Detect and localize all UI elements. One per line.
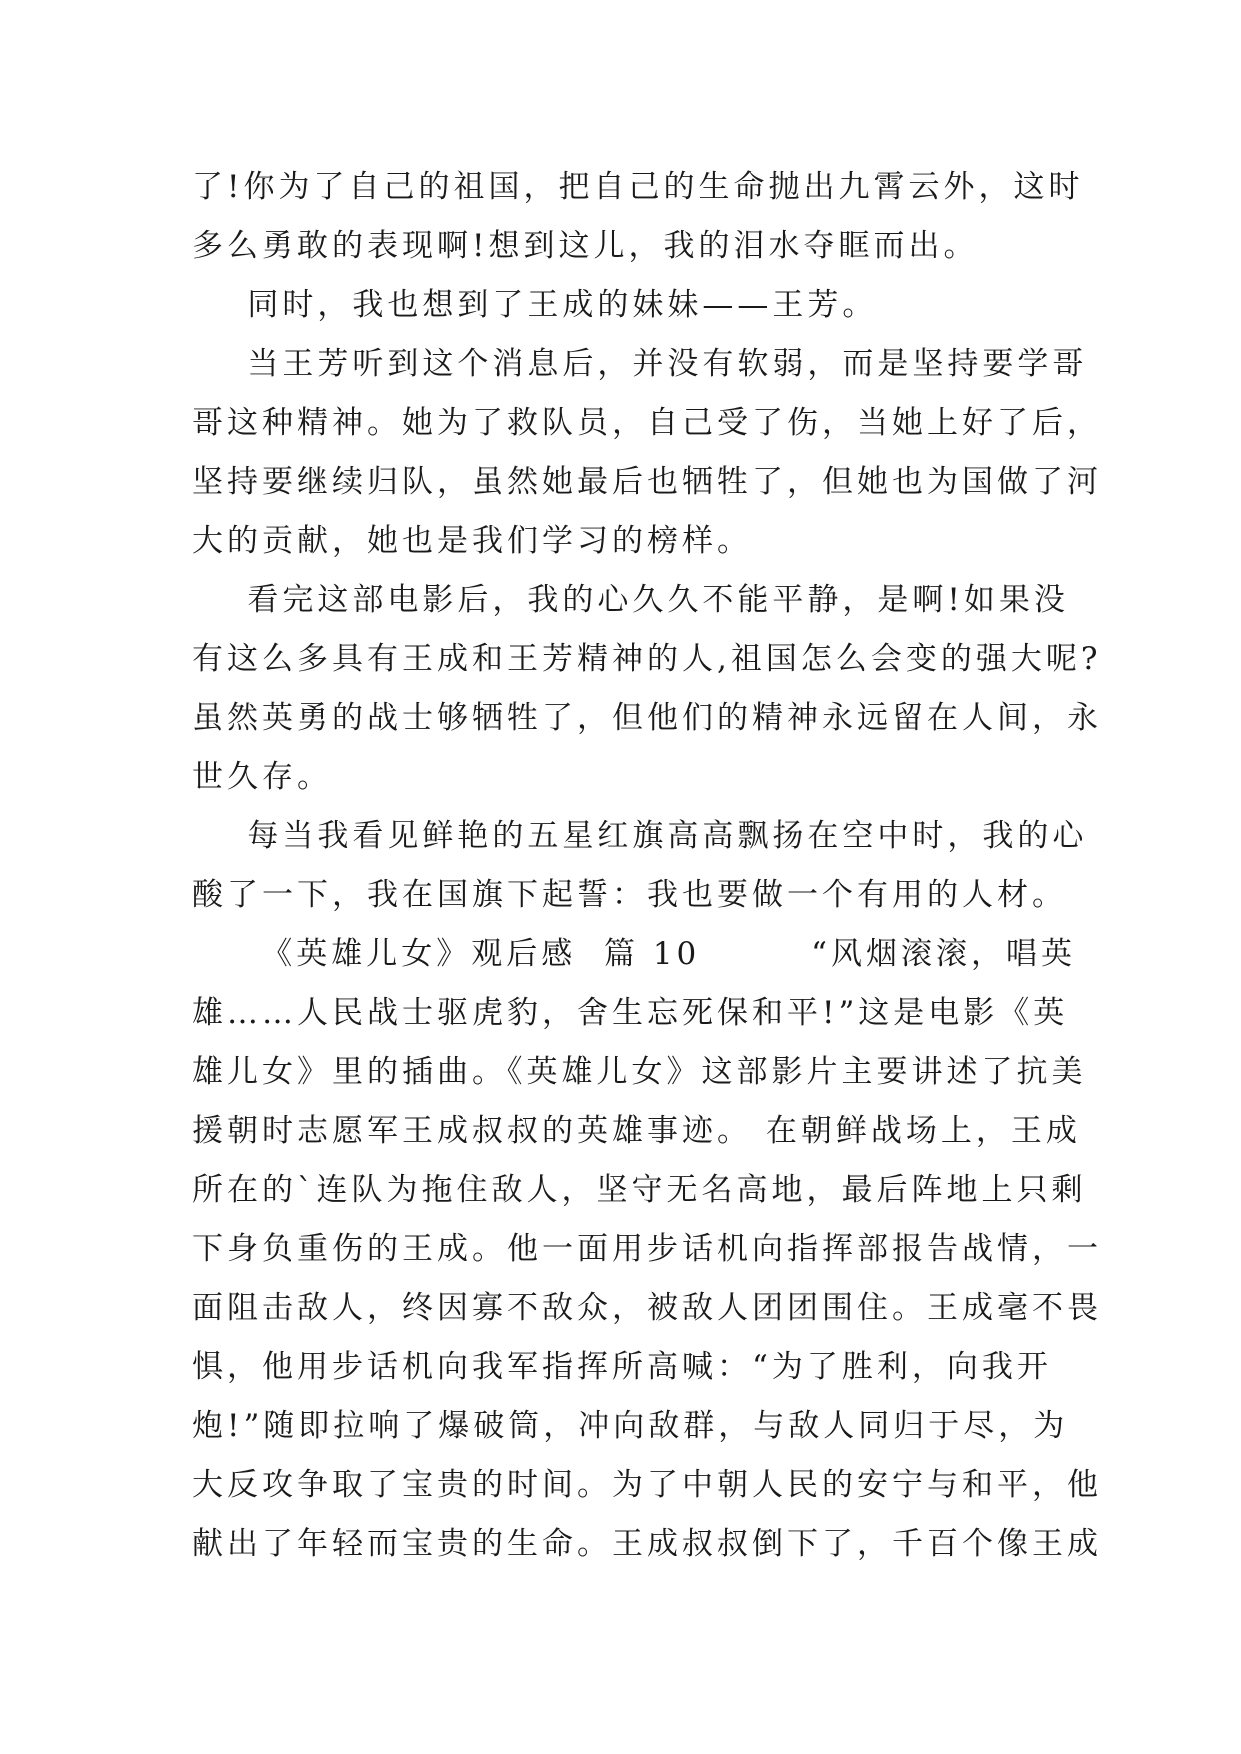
text-line: 世久存。 (192, 759, 332, 795)
text-line: 多么勇敢的表现啊!想到这儿，我的泪水夺眶而出。 (192, 228, 979, 264)
section-heading-line: 《英雄儿女》观后感 篇 10 “风烟滚滚，唱英 (192, 936, 1076, 972)
text-line: 当王芳听到这个消息后，并没有软弱，而是坚持要学哥 (192, 346, 1088, 382)
text-line: 虽然英勇的战士够牺牲了，但他们的精神永远留在人间，永 (192, 700, 1102, 736)
text-line: 大的贡献，她也是我们学习的榜样。 (192, 523, 752, 559)
text-line: 看完这部电影后，我的心久久不能平静，是啊!如果没 (192, 582, 1069, 618)
text-line: 面阻击敌人，终因寡不敌众，被敌人团团围住。王成毫不畏 (192, 1290, 1102, 1326)
text-line: 同时，我也想到了王成的妹妹——王芳。 (192, 287, 878, 323)
text-line: 了!你为了自己的祖国，把自己的生命抛出九霄云外，这时 (192, 169, 1084, 205)
text-line: 哥这种精神。她为了救队员，自己受了伤，当她上好了后， (192, 405, 1102, 441)
text-line: 雄……人民战士驱虎豹，舍生忘死保和平!”这是电影《英 (192, 995, 1069, 1031)
text-line: 有这么多具有王成和王芳精神的人,祖国怎么会变的强大呢? (192, 641, 1102, 677)
text-line: 雄儿女》里的插曲。《英雄儿女》这部影片主要讲述了抗美 (192, 1054, 1087, 1090)
text-line: 每当我看见鲜艳的五星红旗高高飘扬在空中时，我的心 (192, 818, 1088, 854)
text-line: 援朝时志愿军王成叔叔的英雄事迹。 在朝鲜战场上，王成 (192, 1113, 1081, 1149)
text-line: 大反攻争取了宝贵的时间。为了中朝人民的安宁与和平，他 (192, 1467, 1102, 1503)
text-line: 献出了年轻而宝贵的生命。王成叔叔倒下了，千百个像王成 (192, 1526, 1102, 1562)
text-line: 酸了一下，我在国旗下起誓：我也要做一个有用的人材。 (192, 877, 1067, 913)
text-line: 炮!”随即拉响了爆破筒，冲向敌群，与敌人同归于尽，为 (192, 1408, 1069, 1444)
text-line: 所在的`连队为拖住敌人，坚守无名高地，最后阵地上只剩 (192, 1172, 1087, 1208)
text-line: 下身负重伤的王成。他一面用步话机向指挥部报告战情，一 (192, 1231, 1102, 1267)
text-line: 坚持要继续归队，虽然她最后也牺牲了，但她也为国做了河 (192, 464, 1102, 500)
body-text (192, 158, 1102, 1574)
text-line: 惧，他用步话机向我军指挥所高喊：“为了胜利，向我开 (192, 1349, 1052, 1385)
